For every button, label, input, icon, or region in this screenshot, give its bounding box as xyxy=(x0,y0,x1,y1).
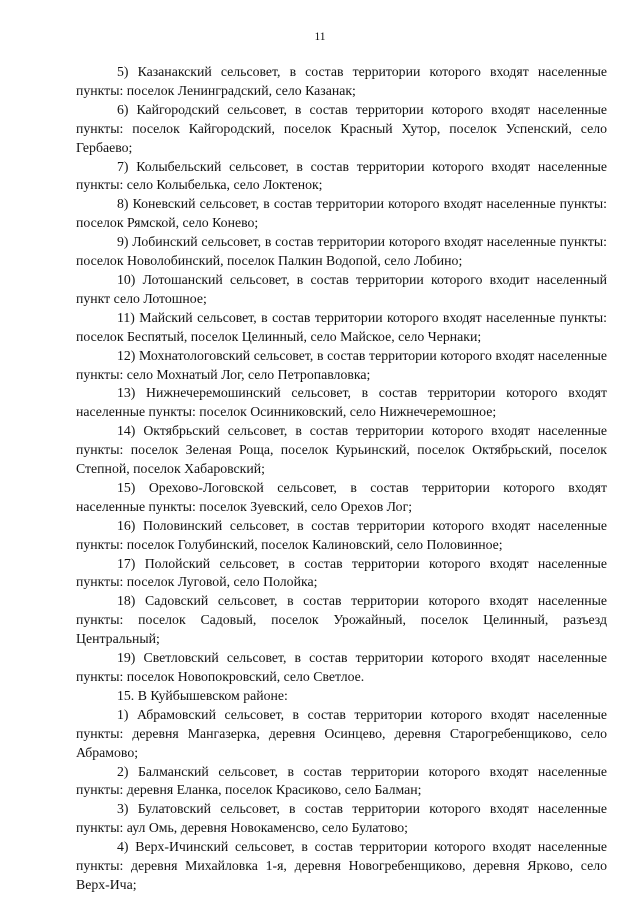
paragraph-20: 4) Верх-Ичинский сельсовет, в состав территории которого входят населенные пункты: деревня Михайловка 1-я, деревня Новогребенщиково, деревня Ярково, село Верх-Ича; xyxy=(76,839,607,892)
paragraph-1: 5) Казанакский сельсовет, в состав территории которого входят населенные пункты: поселок Ленинградский, село Казанак; xyxy=(76,64,607,98)
paragraph-18: 2) Балманский сельсовет, в состав территории которого входят населенные пункты: деревня Еланка, поселок Красиково, село Балман; xyxy=(76,763,607,798)
paragraph-10: 14) Октябрьский сельсовет, в состав территории которого входят населенные пункты: поселок Зеленая Роща, поселок Курьинский, поселок Октябрьский, поселок Степной, поселок Хабаровский; xyxy=(76,423,607,477)
paragraph-4: 8) Коневский сельсовет, в состав территории которого входят населенные пункты: поселок Рямской, село Конево; xyxy=(76,196,607,231)
paragraph-12: 16) Половинский сельсовет, в состав территории которого входят населенные пункты: поселок Голубинский, поселок Калиновский, село Половинное; xyxy=(76,517,607,552)
paragraph-8: 12) Мохнатологовский сельсовет, в состав территории которого входят населенные пункты: село Мохнатый Лог, село Петропавловка; xyxy=(76,347,607,382)
page-number: 11 xyxy=(314,31,326,43)
paragraph-7: 11) Майский сельсовет, в состав территории которого входят населенные пункты: поселок Беспятый, поселок Целинный, село Майское, село Чернаки; xyxy=(76,309,607,344)
paragraph-19: 3) Булатовский сельсовет, в состав территории которого входят населенные пункты: аул Омь, деревня Новокаменсво, село Булатово; xyxy=(76,801,607,836)
document-body xyxy=(76,63,607,895)
paragraph-3: 7) Колыбельский сельсовет, в состав территории которого входят населенные пункты: село Колыбелька, село Локтенок; xyxy=(76,158,607,193)
paragraph-14: 18) Садовский сельсовет, в состав территории которого входят населенные пункты: поселок Садовый, поселок Урожайный, поселок Целинный, разъезд Центральный; xyxy=(76,593,607,647)
paragraph-2: 6) Кайгородский сельсовет, в состав территории которого входят населенные пункты: поселок Кайгородский, поселок Красный Хутор, поселок Успенский, село Гербаево; xyxy=(76,101,607,155)
paragraph-17: 1) Абрамовский сельсовет, в состав территории которого входят населенные пункты: деревня Мангазерка, деревня Осинцево, деревня Старогребенщиково, село Абрамово; xyxy=(76,706,607,760)
paragraph-5: 9) Лобинский сельсовет, в состав территории которого входят населенные пункты: поселок Новолобинский, поселок Палкин Водопой, село Лобино; xyxy=(76,234,607,269)
paragraph-11: 15) Орехово-Логовской сельсовет, в состав территории которого входят населенные пункты: поселок Зуевский, село Орехов Лог; xyxy=(76,479,607,514)
section-heading: 15. В Куйбышевском районе: xyxy=(117,687,288,703)
paragraph-6: 10) Лотошанский сельсовет, в состав территории которого входит населенный пункт село Лотошное; xyxy=(76,271,607,306)
paragraph-15: 19) Светловский сельсовет, в состав территории которого входят населенные пункты: поселок Новопокровский, село Светлое. xyxy=(76,650,607,684)
paragraph-13: 17) Полойский сельсовет, в состав территории которого входят населенные пункты: поселок Луговой, село Полойка; xyxy=(76,555,607,590)
paragraph-9: 13) Нижнечеремошинский сельсовет, в состав территории которого входят населенные пункты: поселок Осинниковский, село Нижнечеремошное; xyxy=(76,385,607,420)
